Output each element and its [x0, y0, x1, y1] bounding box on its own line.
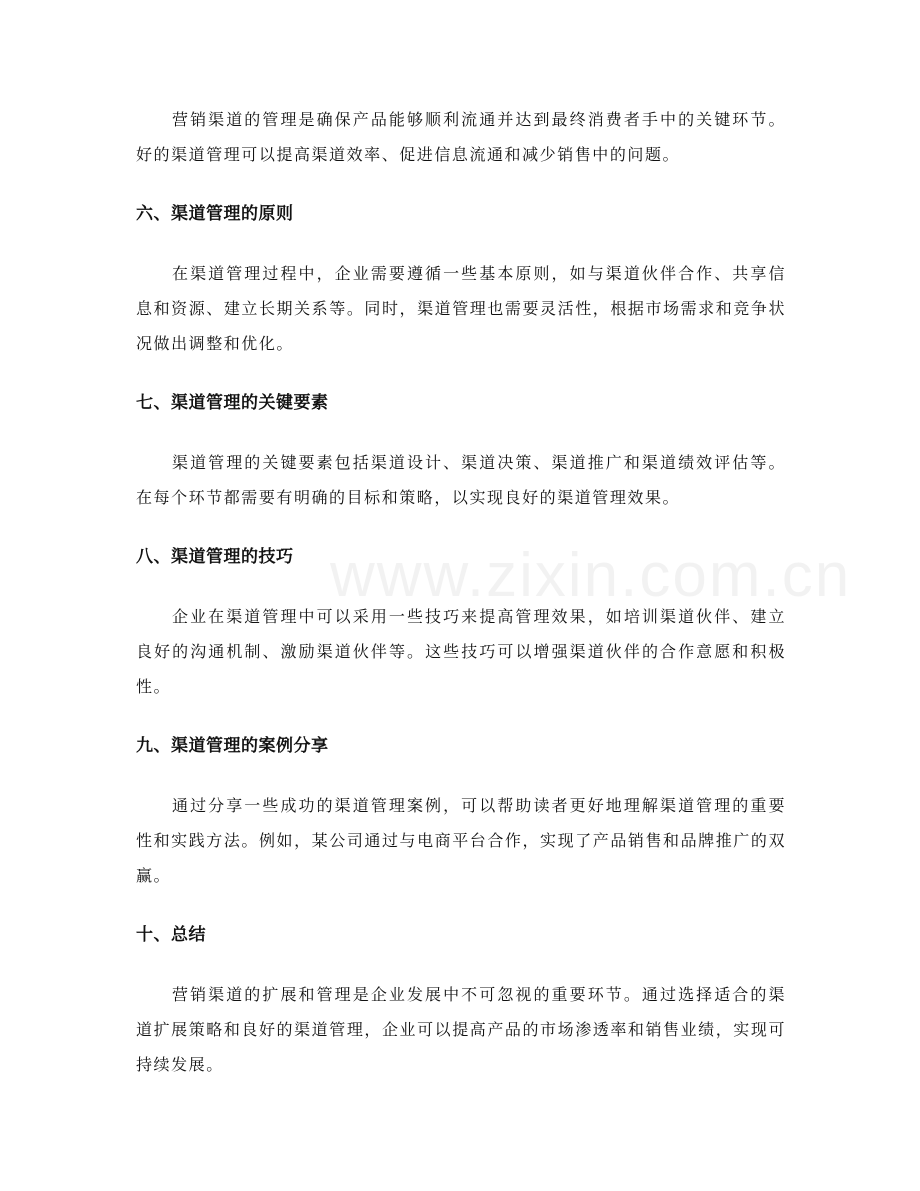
section-paragraph-case-sharing: 通过分享一些成功的渠道管理案例，可以帮助读者更好地理解渠道管理的重要性和实践方法。例如，某公司通过与电商平台合作，实现了产品销售和品牌推广的双赢。	[136, 796, 786, 885]
section-heading-techniques: 八、渠道管理的技巧	[136, 547, 294, 567]
document-body	[136, 102, 852, 1082]
section-paragraph-key-elements: 渠道管理的关键要素包括渠道设计、渠道决策、渠道推广和渠道绩效评估等。在每个环节都需要有明确的目标和策略，以实现良好的渠道管理效果。	[136, 453, 786, 507]
section-heading-key-elements: 七、渠道管理的关键要素	[136, 393, 329, 413]
section-heading-principles: 六、渠道管理的原则	[136, 204, 294, 224]
intro-paragraph: 营销渠道的管理是确保产品能够顺利流通并达到最终消费者手中的关键环节。好的渠道管理可以提高渠道效率、促进信息流通和减少销售中的问题。	[136, 110, 786, 164]
section-heading-case-sharing: 九、渠道管理的案例分享	[136, 736, 329, 756]
section-paragraph-summary: 营销渠道的扩展和管理是企业发展中不可忽视的重要环节。通过选择适合的渠道扩展策略和良好的渠道管理，企业可以提高产品的市场渗透率和销售业绩，实现可持续发展。	[136, 985, 786, 1074]
section-heading-summary: 十、总结	[136, 925, 206, 945]
section-paragraph-techniques: 企业在渠道管理中可以采用一些技巧来提高管理效果，如培训渠道伙伴、建立良好的沟通机制、激励渠道伙伴等。这些技巧可以增强渠道伙伴的合作意愿和积极性。	[136, 607, 786, 696]
watermark: www.zixin.com.cn	[330, 541, 852, 610]
section-paragraph-principles: 在渠道管理过程中，企业需要遵循一些基本原则，如与渠道伙伴合作、共享信息和资源、建立长期关系等。同时，渠道管理也需要灵活性，根据市场需求和竞争状况做出调整和优化。	[136, 264, 786, 353]
